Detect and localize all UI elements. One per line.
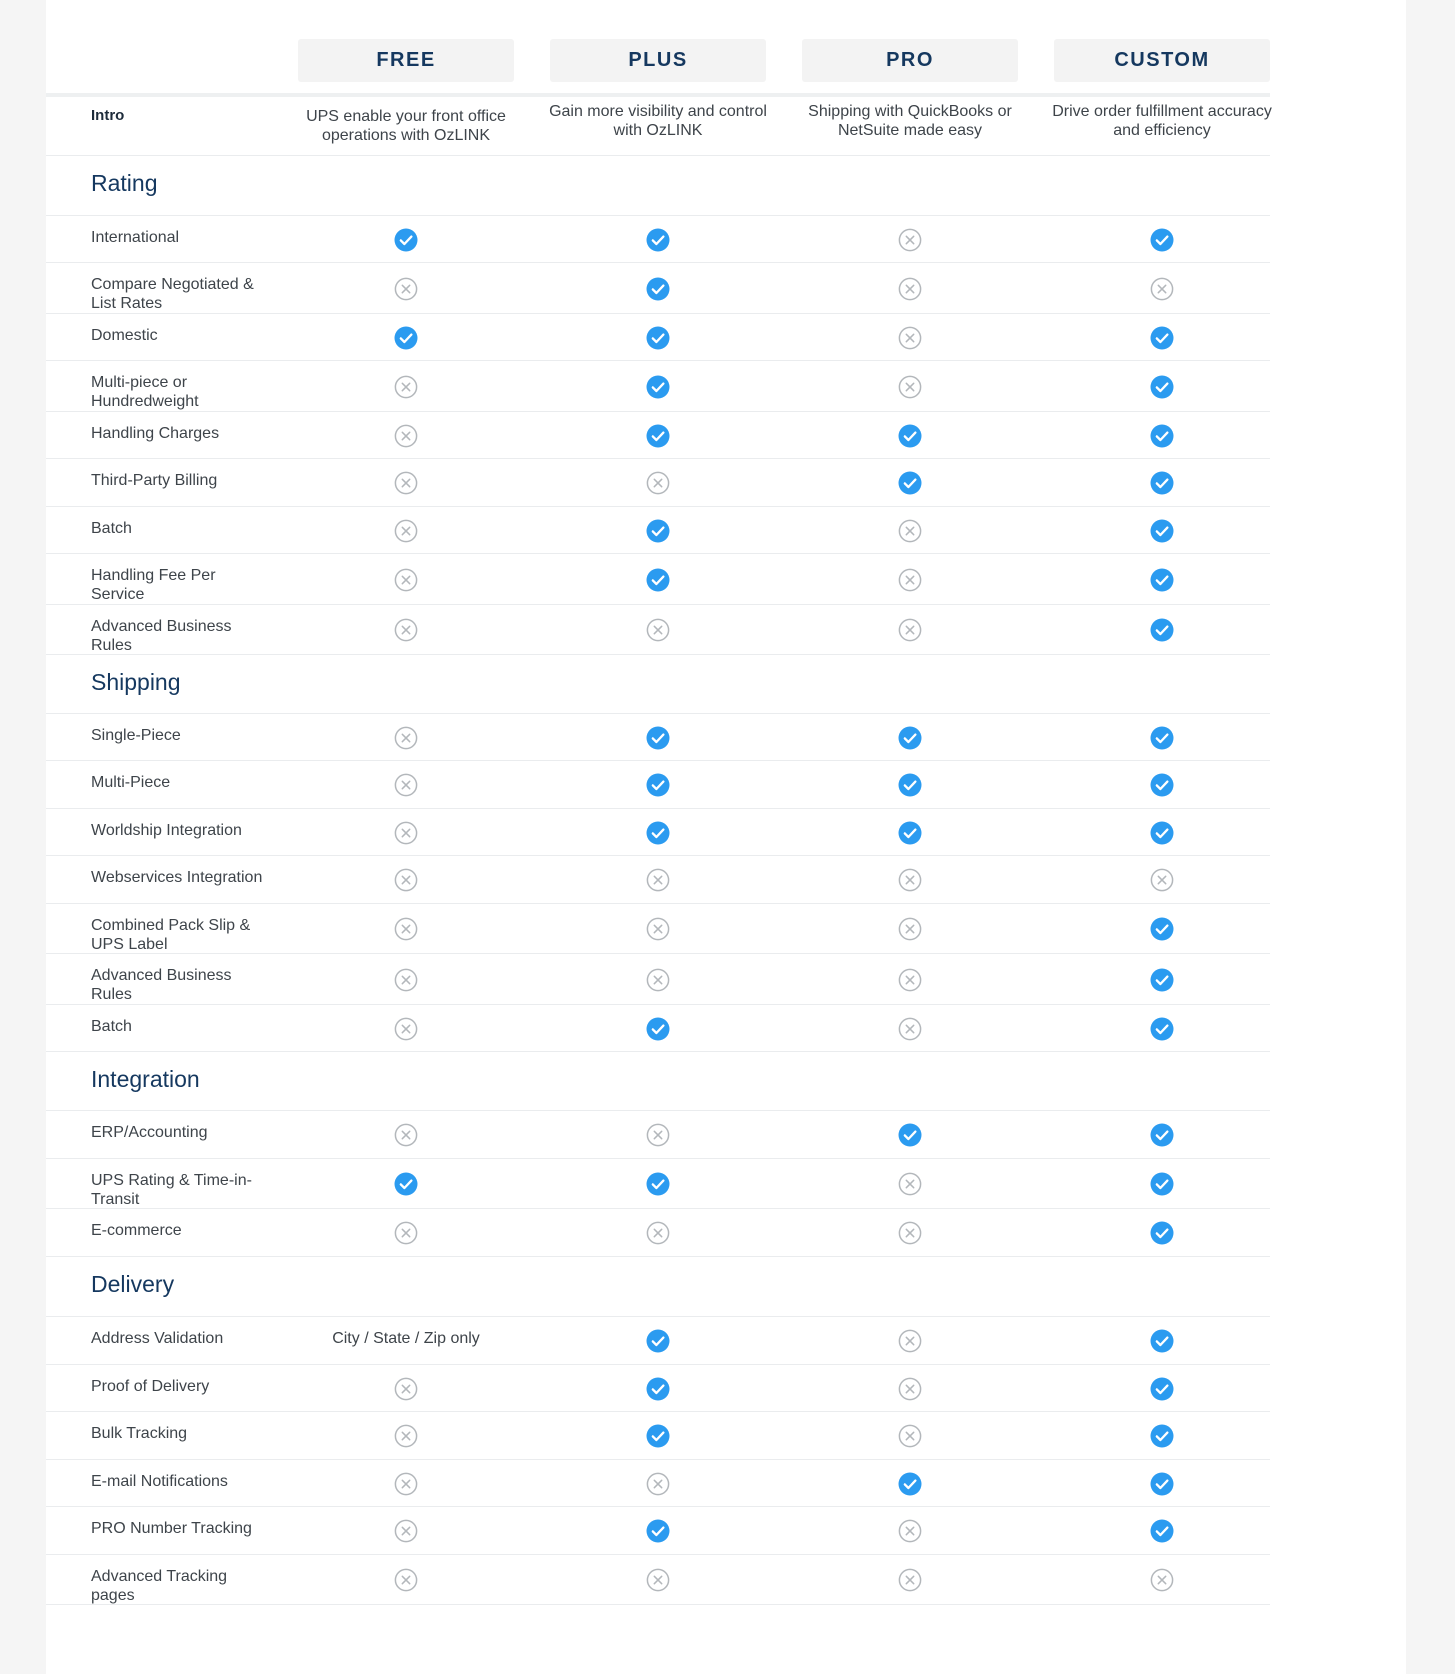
plan-intro-custom: Drive order fulfillment accuracy and efficiency [1052, 103, 1272, 139]
x-circle-icon [394, 868, 418, 892]
x-circle-icon [898, 618, 922, 642]
x-circle-icon [646, 1568, 670, 1592]
check-circle-icon [1150, 519, 1174, 543]
check-circle-icon [1150, 424, 1174, 448]
feature-label: Single-Piece [91, 727, 181, 744]
x-circle-icon [394, 471, 418, 495]
feature-row [46, 314, 1270, 361]
check-circle-icon [1150, 1377, 1174, 1401]
feature-label: UPS Rating & Time-in-Transit [91, 1172, 252, 1208]
feature-label: Multi-Piece [91, 774, 171, 791]
plan-header-plus: PLUS [550, 39, 766, 82]
check-circle-icon [1150, 1172, 1174, 1196]
check-circle-icon [646, 1329, 670, 1353]
check-circle-icon [646, 821, 670, 845]
feature-row [46, 856, 1270, 904]
check-circle-icon [646, 424, 670, 448]
x-circle-icon [646, 968, 670, 992]
feature-note: City / State / Zip only [332, 1330, 480, 1347]
check-circle-icon [1150, 1123, 1174, 1147]
feature-row [46, 1111, 1270, 1159]
section-header-shipping [46, 653, 1270, 714]
x-circle-icon [394, 568, 418, 592]
x-circle-icon [898, 1568, 922, 1592]
feature-label: Address Validation [91, 1330, 224, 1347]
check-circle-icon [646, 375, 670, 399]
x-circle-icon [646, 917, 670, 941]
feature-label: Multi-piece or Hundredweight [91, 374, 199, 410]
x-circle-icon [394, 773, 418, 797]
section-header-integration [46, 1051, 1270, 1111]
feature-row [46, 714, 1270, 761]
feature-label: Third-Party Billing [91, 472, 218, 489]
x-circle-icon [394, 1472, 418, 1496]
feature-row [46, 554, 1270, 605]
x-circle-icon [646, 471, 670, 495]
x-circle-icon [394, 1123, 418, 1147]
feature-row [46, 361, 1270, 412]
x-circle-icon [898, 1329, 922, 1353]
x-circle-icon [646, 1221, 670, 1245]
x-circle-icon [394, 1221, 418, 1245]
feature-label: Worldship Integration [91, 822, 242, 839]
x-circle-icon [394, 519, 418, 543]
feature-row [46, 1005, 1270, 1052]
feature-label: Compare Negotiated & List Rates [91, 276, 254, 312]
check-circle-icon [646, 277, 670, 301]
x-circle-icon [646, 1472, 670, 1496]
plan-intro-plus: Gain more visibility and control with OzLINK [549, 103, 767, 139]
x-circle-icon [394, 1377, 418, 1401]
x-circle-icon [394, 1424, 418, 1448]
x-circle-icon [394, 618, 418, 642]
x-circle-icon [394, 917, 418, 941]
check-circle-icon [646, 773, 670, 797]
plan-header-pro: PRO [802, 39, 1018, 82]
intro-row [46, 97, 1270, 156]
check-circle-icon [1150, 375, 1174, 399]
check-circle-icon [898, 424, 922, 448]
x-circle-icon [898, 1017, 922, 1041]
feature-label: Handling Fee Per Service [91, 567, 216, 603]
x-circle-icon [646, 868, 670, 892]
check-circle-icon [394, 1172, 418, 1196]
x-circle-icon [394, 1519, 418, 1543]
check-circle-icon [1150, 1519, 1174, 1543]
feature-row [46, 761, 1270, 809]
feature-label: Batch [91, 520, 132, 537]
check-circle-icon [898, 773, 922, 797]
check-circle-icon [1150, 1472, 1174, 1496]
x-circle-icon [898, 568, 922, 592]
feature-label: Proof of Delivery [91, 1378, 210, 1395]
check-circle-icon [1150, 821, 1174, 845]
feature-row [46, 412, 1270, 459]
check-circle-icon [1150, 968, 1174, 992]
check-circle-icon [1150, 228, 1174, 252]
feature-row [46, 1412, 1270, 1460]
feature-row [46, 507, 1270, 554]
x-circle-icon [394, 375, 418, 399]
check-circle-icon [646, 1172, 670, 1196]
check-circle-icon [1150, 326, 1174, 350]
section-title: Rating [91, 170, 158, 196]
plan-intro-free: UPS enable your front office operations with OzLINK [306, 108, 506, 144]
feature-row [46, 1159, 1270, 1209]
feature-row [46, 1555, 1270, 1605]
x-circle-icon [898, 375, 922, 399]
feature-row [46, 605, 1270, 655]
feature-label: Bulk Tracking [91, 1425, 188, 1442]
x-circle-icon [898, 1424, 922, 1448]
check-circle-icon [1150, 568, 1174, 592]
feature-row [46, 459, 1270, 507]
check-circle-icon [1150, 1424, 1174, 1448]
check-circle-icon [394, 228, 418, 252]
page-background [46, 0, 1406, 1674]
x-circle-icon [394, 1017, 418, 1041]
check-circle-icon [1150, 1017, 1174, 1041]
check-circle-icon [898, 1472, 922, 1496]
plan-header-free: FREE [298, 39, 514, 82]
check-circle-icon [898, 1123, 922, 1147]
section-title: Delivery [91, 1271, 175, 1297]
section-header-rating [46, 155, 1270, 216]
check-circle-icon [1150, 1329, 1174, 1353]
x-circle-icon [394, 277, 418, 301]
check-circle-icon [646, 1519, 670, 1543]
x-circle-icon [898, 1377, 922, 1401]
feature-row [46, 1209, 1270, 1257]
feature-label: Advanced Business Rules [91, 618, 232, 654]
feature-row [46, 216, 1270, 263]
x-circle-icon [898, 228, 922, 252]
feature-label: Combined Pack Slip & UPS Label [91, 917, 251, 953]
feature-label: Advanced Tracking pages [91, 1568, 228, 1604]
check-circle-icon [646, 568, 670, 592]
feature-row [46, 1317, 1270, 1365]
check-circle-icon [646, 1424, 670, 1448]
x-circle-icon [898, 1221, 922, 1245]
x-circle-icon [898, 968, 922, 992]
x-circle-icon [898, 1172, 922, 1196]
check-circle-icon [646, 519, 670, 543]
check-circle-icon [394, 326, 418, 350]
feature-row [46, 809, 1270, 856]
section-title: Shipping [91, 669, 181, 695]
x-circle-icon [394, 726, 418, 750]
x-circle-icon [394, 1568, 418, 1592]
feature-label: Handling Charges [91, 425, 220, 442]
feature-label: Domestic [91, 327, 158, 344]
check-circle-icon [646, 326, 670, 350]
x-circle-icon [898, 868, 922, 892]
check-circle-icon [1150, 726, 1174, 750]
check-circle-icon [1150, 618, 1174, 642]
check-circle-icon [1150, 773, 1174, 797]
x-circle-icon [1150, 1568, 1174, 1592]
intro-label: Intro [91, 107, 125, 124]
x-circle-icon [898, 519, 922, 543]
plan-intro-pro: Shipping with QuickBooks or NetSuite made easy [808, 103, 1012, 139]
check-circle-icon [1150, 1221, 1174, 1245]
feature-row [46, 954, 1270, 1005]
check-circle-icon [898, 471, 922, 495]
feature-row [46, 1365, 1270, 1412]
check-circle-icon [646, 1377, 670, 1401]
feature-row [46, 904, 1270, 954]
check-circle-icon [646, 228, 670, 252]
feature-label: International [91, 229, 180, 246]
x-circle-icon [394, 424, 418, 448]
x-circle-icon [898, 917, 922, 941]
check-circle-icon [898, 821, 922, 845]
x-circle-icon [898, 326, 922, 350]
feature-label: Webservices Integration [91, 869, 263, 886]
x-circle-icon [394, 821, 418, 845]
feature-label: E-mail Notifications [91, 1473, 228, 1490]
feature-row [46, 263, 1270, 314]
x-circle-icon [394, 968, 418, 992]
feature-label: E-commerce [91, 1222, 182, 1239]
x-circle-icon [898, 1519, 922, 1543]
x-circle-icon [646, 1123, 670, 1147]
feature-label: Batch [91, 1018, 132, 1035]
section-title: Integration [91, 1066, 200, 1092]
plan-header-custom: CUSTOM [1054, 39, 1270, 82]
section-header-delivery [46, 1257, 1270, 1317]
feature-row [46, 1460, 1270, 1507]
x-circle-icon [1150, 277, 1174, 301]
feature-row [46, 1507, 1270, 1555]
check-circle-icon [1150, 917, 1174, 941]
x-circle-icon [898, 277, 922, 301]
check-circle-icon [646, 726, 670, 750]
feature-label: PRO Number Tracking [91, 1520, 252, 1537]
check-circle-icon [1150, 471, 1174, 495]
check-circle-icon [646, 1017, 670, 1041]
feature-label: Advanced Business Rules [91, 967, 232, 1003]
x-circle-icon [646, 618, 670, 642]
feature-label: ERP/Accounting [91, 1124, 208, 1141]
check-circle-icon [898, 726, 922, 750]
x-circle-icon [1150, 868, 1174, 892]
